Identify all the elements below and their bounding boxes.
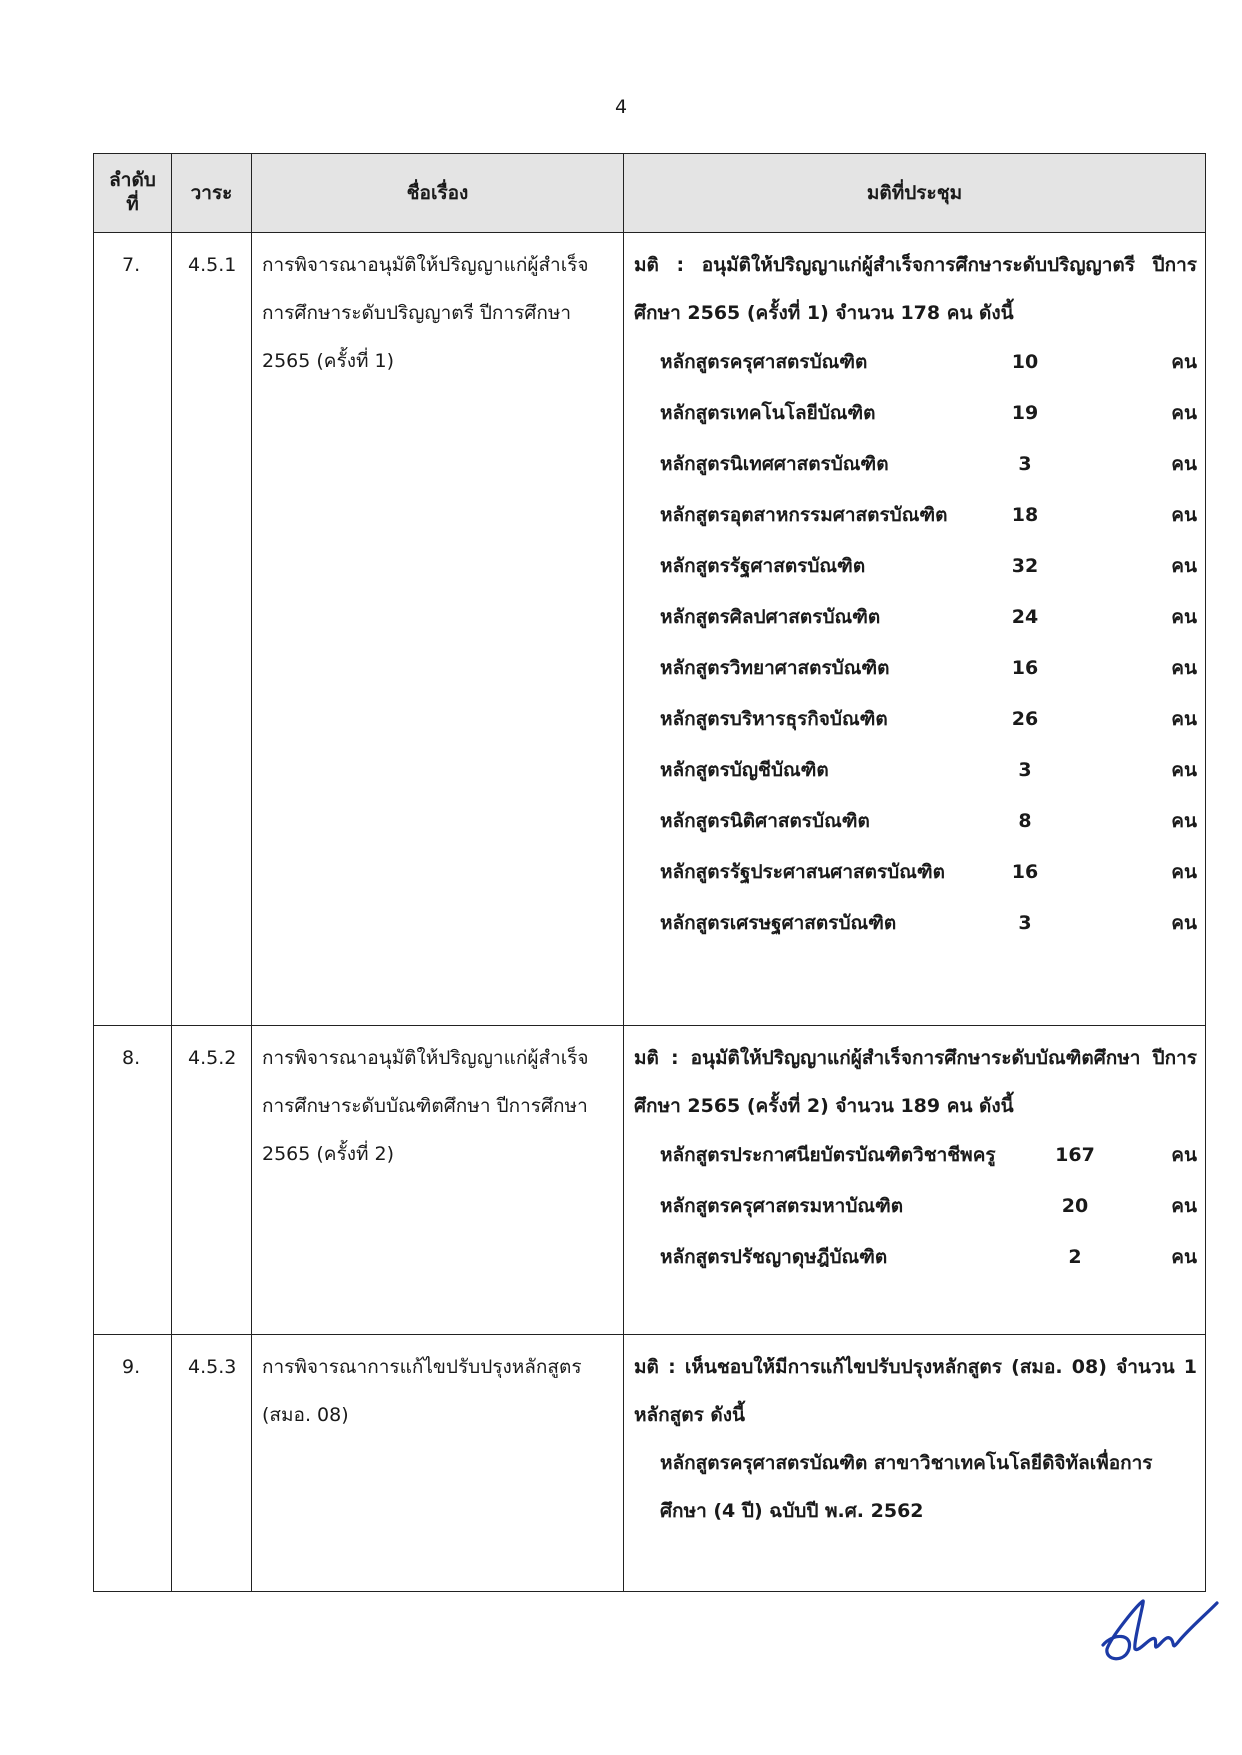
resolution-text: มติ : อนุมัติให้ปริญญาแก่ผู้สำเร็จการศึกษาระดับบัณฑิตศึกษา ปีการศึกษา 2565 (ครั้งที่ 2) จำนวน 189 คน ดังนี้ bbox=[634, 1047, 1197, 1117]
program-count: 26 bbox=[1011, 708, 1039, 730]
program-count: 24 bbox=[1011, 606, 1039, 628]
program-unit: คน bbox=[1171, 861, 1197, 883]
program-name: หลักสูตรเศรษฐศาสตรบัณฑิต bbox=[660, 912, 897, 934]
program-count: 3 bbox=[1018, 453, 1032, 475]
program-unit: คน bbox=[1171, 606, 1197, 628]
program-name: หลักสูตรรัฐประศาสนศาสตรบัณฑิต bbox=[660, 861, 945, 883]
program-count: 3 bbox=[1018, 759, 1032, 781]
program-item bbox=[634, 1232, 1197, 1283]
table-row bbox=[94, 233, 1206, 1026]
program-count: 8 bbox=[1018, 810, 1032, 832]
program-count: 20 bbox=[1061, 1195, 1089, 1217]
program-detail: หลักสูตรครุศาสตรบัณฑิต สาขาวิชาเทคโนโลยีดิจิทัลเพื่อการศึกษา (4 ปี) ฉบับปี พ.ศ. 2562 bbox=[660, 1452, 1153, 1522]
program-unit: คน bbox=[1171, 555, 1197, 577]
row-title: การพิจารณาอนุมัติให้ปริญญาแก่ผู้สำเร็จการศึกษาระดับบัณฑิตศึกษา ปีการศึกษา 2565 (ครั้งที่ 2) bbox=[252, 1026, 624, 1335]
program-unit: คน bbox=[1171, 1195, 1197, 1217]
program-name: หลักสูตรครุศาสตรบัณฑิต bbox=[660, 351, 868, 373]
program-name: หลักสูตรวิทยาศาสตรบัณฑิต bbox=[660, 657, 890, 679]
program-unit: คน bbox=[1171, 810, 1197, 832]
program-count: 2 bbox=[1068, 1246, 1082, 1268]
program-item bbox=[634, 1181, 1197, 1232]
row-seq: 9. bbox=[94, 1335, 172, 1592]
program-count: 19 bbox=[1011, 402, 1039, 424]
row-agenda: 4.5.3 bbox=[172, 1335, 252, 1592]
program-count: 16 bbox=[1011, 861, 1039, 883]
program-item bbox=[634, 694, 1197, 745]
resolution-text: มติ : อนุมัติให้ปริญญาแก่ผู้สำเร็จการศึกษาระดับปริญญาตรี ปีการศึกษา 2565 (ครั้งที่ 1) จำนวน 178 คน ดังนี้ bbox=[634, 254, 1197, 324]
program-unit: คน bbox=[1171, 504, 1197, 526]
program-count: 167 bbox=[1055, 1144, 1095, 1166]
program-unit: คน bbox=[1171, 912, 1197, 934]
program-item bbox=[634, 388, 1197, 439]
table-header-row bbox=[94, 154, 1206, 233]
row-agenda: 4.5.2 bbox=[172, 1026, 252, 1335]
page-number: 4 bbox=[614, 96, 628, 118]
program-item bbox=[634, 898, 1197, 949]
program-name: หลักสูตรนิติศาสตรบัณฑิต bbox=[660, 810, 870, 832]
program-item bbox=[634, 592, 1197, 643]
minutes-table bbox=[93, 153, 1206, 1592]
program-name: หลักสูตรครุศาสตรมหาบัณฑิต bbox=[660, 1195, 904, 1217]
header-resolution: มติที่ประชุม bbox=[624, 154, 1206, 233]
row-seq: 8. bbox=[94, 1026, 172, 1335]
program-unit: คน bbox=[1171, 759, 1197, 781]
table-row bbox=[94, 1335, 1206, 1592]
row-agenda: 4.5.1 bbox=[172, 233, 252, 1026]
program-name: หลักสูตรประกาศนียบัตรบัณฑิตวิชาชีพครู bbox=[660, 1144, 996, 1166]
program-name: หลักสูตรปรัชญาดุษฎีบัณฑิต bbox=[660, 1246, 888, 1268]
program-count: 32 bbox=[1011, 555, 1039, 577]
program-item bbox=[634, 439, 1197, 490]
program-unit: คน bbox=[1171, 453, 1197, 475]
row-resolution bbox=[624, 233, 1206, 1026]
program-name: หลักสูตรเทคโนโลยีบัณฑิต bbox=[660, 402, 876, 424]
row-title: การพิจารณาการแก้ไขปรับปรุงหลักสูตร (สมอ. 08) bbox=[252, 1335, 624, 1592]
row-seq: 7. bbox=[94, 233, 172, 1026]
program-item bbox=[634, 643, 1197, 694]
header-seq-label: ลำดับ ที่ bbox=[109, 169, 156, 215]
program-name: หลักสูตรรัฐศาสตรบัณฑิต bbox=[660, 555, 866, 577]
header-agenda: วาระ bbox=[172, 154, 252, 233]
program-item bbox=[634, 796, 1197, 847]
program-unit: คน bbox=[1171, 1144, 1197, 1166]
program-unit: คน bbox=[1171, 1246, 1197, 1268]
program-item bbox=[634, 337, 1197, 388]
row-resolution bbox=[624, 1026, 1206, 1335]
program-item bbox=[634, 1130, 1197, 1181]
header-title: ชื่อเรื่อง bbox=[252, 154, 624, 233]
program-item bbox=[634, 541, 1197, 592]
resolution-text: มติ : เห็นชอบให้มีการแก้ไขปรับปรุงหลักสูตร (สมอ. 08) จำนวน 1 หลักสูตร ดังนี้ bbox=[634, 1356, 1197, 1426]
program-item bbox=[634, 847, 1197, 898]
program-list bbox=[634, 337, 1197, 949]
program-count: 3 bbox=[1018, 912, 1032, 934]
program-unit: คน bbox=[1171, 402, 1197, 424]
program-count: 18 bbox=[1011, 504, 1039, 526]
program-item bbox=[634, 745, 1197, 796]
program-name: หลักสูตรอุตสาหกรรมศาสตรบัณฑิต bbox=[660, 504, 948, 526]
program-unit: คน bbox=[1171, 657, 1197, 679]
row-resolution bbox=[624, 1335, 1206, 1592]
program-unit: คน bbox=[1171, 708, 1197, 730]
program-unit: คน bbox=[1171, 351, 1197, 373]
header-seq bbox=[94, 154, 172, 233]
program-name: หลักสูตรบัญชีบัณฑิต bbox=[660, 759, 829, 781]
program-name: หลักสูตรนิเทศศาสตรบัณฑิต bbox=[660, 453, 889, 475]
program-list bbox=[634, 1130, 1197, 1283]
program-name: หลักสูตรศิลปศาสตรบัณฑิต bbox=[660, 606, 881, 628]
handwritten-signature bbox=[1093, 1593, 1223, 1673]
program-count: 16 bbox=[1011, 657, 1039, 679]
program-name: หลักสูตรบริหารธุรกิจบัณฑิต bbox=[660, 708, 888, 730]
program-count: 10 bbox=[1011, 351, 1039, 373]
row-title: การพิจารณาอนุมัติให้ปริญญาแก่ผู้สำเร็จการศึกษาระดับปริญญาตรี ปีการศึกษา 2565 (ครั้งที่ 1) bbox=[252, 233, 624, 1026]
table-row bbox=[94, 1026, 1206, 1335]
program-item bbox=[634, 490, 1197, 541]
